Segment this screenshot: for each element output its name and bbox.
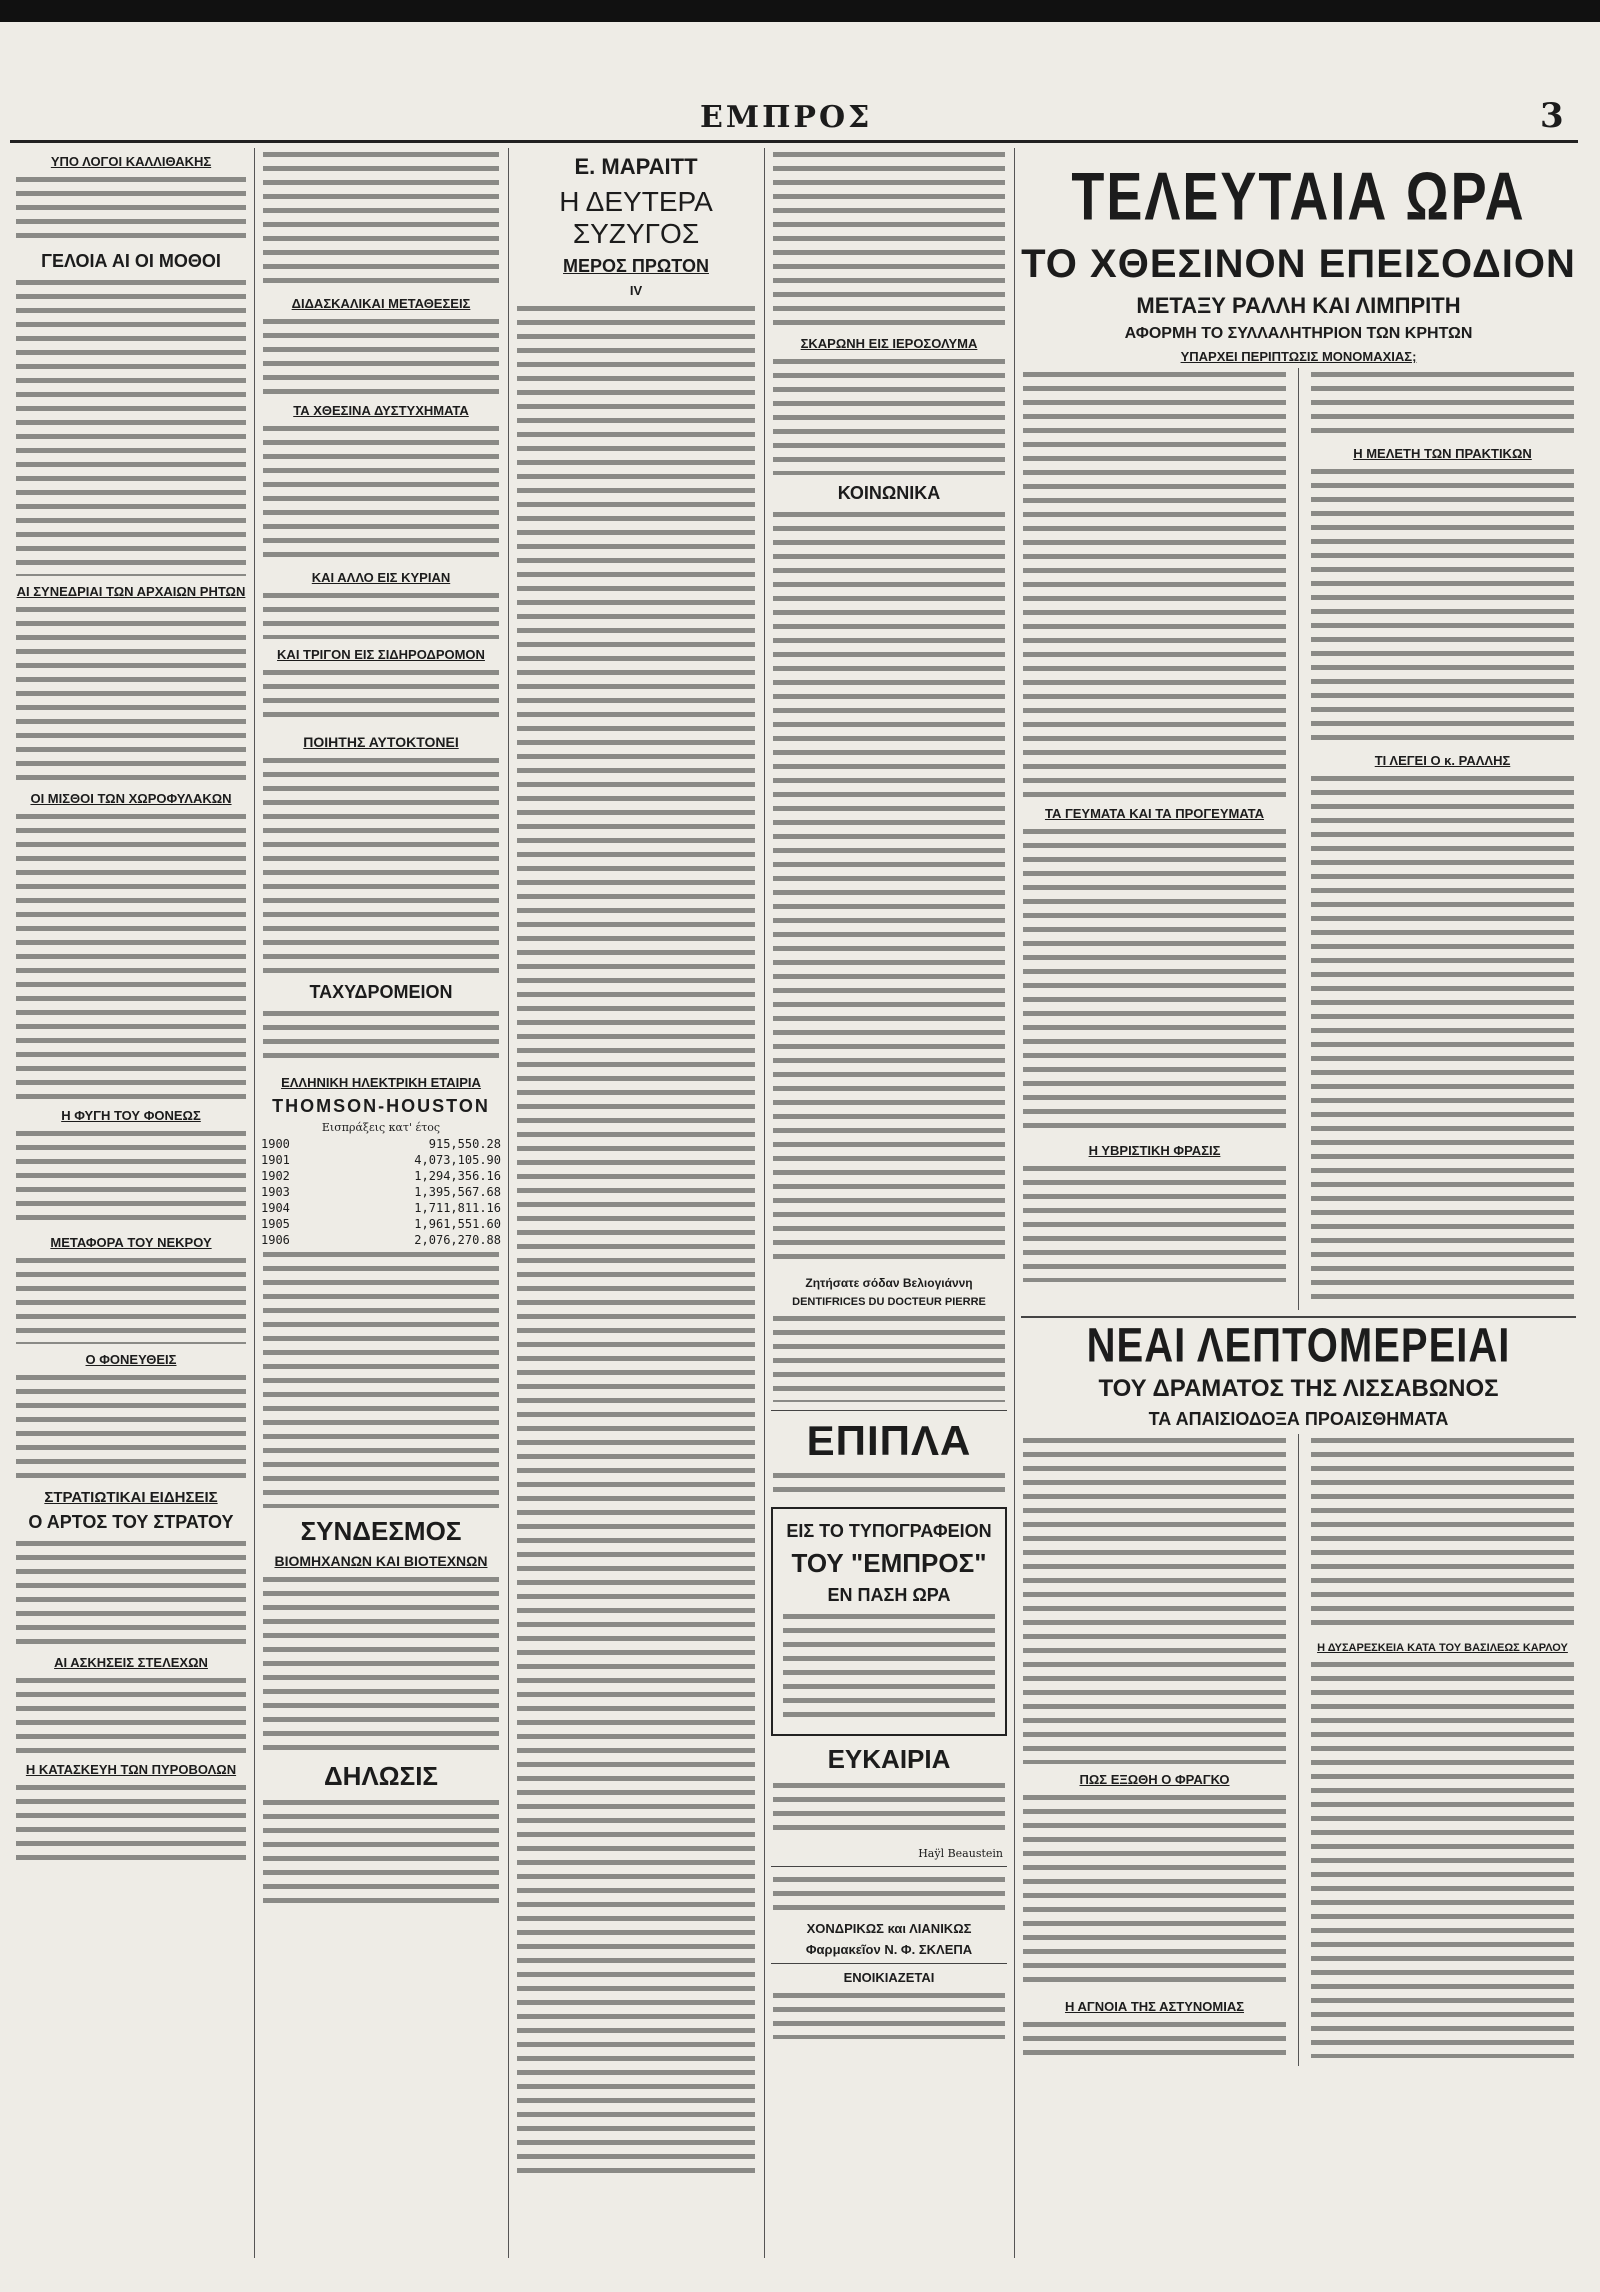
article-text xyxy=(783,1610,995,1720)
heading: ΤΑΧΥΔΡΟΜΕΙΟΝ xyxy=(309,982,453,1002)
column-rule xyxy=(1298,1434,1299,2066)
article-text xyxy=(263,422,499,562)
right-two-columns xyxy=(1017,368,1580,1310)
heading: IV xyxy=(629,283,643,298)
divider xyxy=(1021,1316,1576,1318)
column-2 xyxy=(257,148,505,2258)
heading: ΠΩΣ ΕΞΩΘΗ Ο ΦΡΑΓΚΟ xyxy=(1079,1772,1230,1787)
heading: ΤΑ ΓΕΥΜΑΤΑ ΚΑΙ ΤΑ ΠΡΟΓΕΥΜΑΤΑ xyxy=(1044,806,1265,821)
heading: ΑΦΟΡΜΗ ΤΟ ΣΥΛΛΑΛΗΤΗΡΙΟΝ ΤΩΝ ΚΡΗΤΩΝ xyxy=(1124,325,1473,342)
table-title: Εισπράξεις κατ' έτος xyxy=(321,1121,441,1134)
article-text xyxy=(16,1254,246,1344)
article-text xyxy=(263,666,499,726)
heading: ΕΥΚΑΙΡΙΑ xyxy=(827,1744,951,1774)
ad-box xyxy=(771,1507,1007,1736)
article-text xyxy=(773,355,1005,475)
heading: Φαρμακεῖον Ν. Φ. ΣΚΛΕΠΑ xyxy=(805,1942,973,1957)
heading: Ζητήσατε σόδαν Βελιογιάννη xyxy=(805,1276,973,1290)
heading: Η ΔΕΥΤΕΡΑ ΣΥΖΥΓΟΣ xyxy=(559,186,713,249)
heading: ΔΗΛΩΣΙΣ xyxy=(323,1761,439,1791)
article-text xyxy=(16,276,246,576)
heading: ΟΙ ΜΙΣΘΟΙ ΤΩΝ ΧΩΡΟΦΥΛΑΚΩΝ xyxy=(30,791,232,806)
heading: ΧΟΝΔΡΙΚΩΣ και ΛΙΑΝΙΚΩΣ xyxy=(806,1921,972,1936)
article-text xyxy=(773,1312,1005,1402)
article-text xyxy=(16,173,246,243)
article-text xyxy=(1311,1658,1574,2058)
heading: ΣΚΑΡΩΝΗ ΕΙΣ ΙΕΡΟΣΟΛΥΜΑ xyxy=(800,336,978,351)
heading: ΔΙΔΑΣΚΑΛΙΚΑΙ ΜΕΤΑΘΕΣΕΙΣ xyxy=(291,296,471,311)
heading: ΓΕΛΟΙΑ ΑΙ ΟΙ ΜΟΘΟΙ xyxy=(41,251,221,271)
headline: ΝΕΑΙ ΛΕΠΤΟΜΕΡΕΙΑΙ xyxy=(1086,1319,1511,1373)
heading: ΕΛΛΗΝΙΚΗ ΗΛΕΚΤΡΙΚΗ ΕΤΑΙΡΙΑ xyxy=(281,1075,481,1090)
heading: Η ΑΓΝΟΙΑ ΤΗΣ ΑΣΤΥΝΟΜΙΑΣ xyxy=(1064,1999,1245,2014)
article-text xyxy=(1023,825,1286,1135)
heading: ΑΙ ΣΥΝΕΔΡΙΑΙ ΤΩΝ ΑΡΧΑΙΩΝ ΡΗΤΩΝ xyxy=(16,584,246,599)
heading: ΑΙ ΑΣΚΗΣΕΙΣ ΣΤΕΛΕΧΩΝ xyxy=(54,1655,208,1670)
article-text xyxy=(16,1371,246,1481)
divider xyxy=(771,1410,1007,1411)
table-row: 1905 1,961,551.60 xyxy=(261,1217,501,1231)
article-text xyxy=(1311,1434,1574,1634)
table-row: 1902 1,294,356.16 xyxy=(261,1169,501,1183)
article-text xyxy=(16,1674,246,1754)
masthead xyxy=(0,96,1600,144)
article-text xyxy=(16,1781,246,1861)
heading: ΣΤΡΑΤΙΩΤΙΚΑΙ ΕΙΔΗΣΕΙΣ xyxy=(44,1489,218,1506)
heading: Ο ΑΡΤΟΣ ΤΟΥ ΣΤΡΑΤΟΥ xyxy=(28,1512,234,1532)
right-two-columns xyxy=(1017,1434,1580,2066)
column-rule xyxy=(1014,148,1015,2258)
scan-top-border xyxy=(0,0,1600,22)
right-column-b xyxy=(1305,1434,1580,2066)
headline: ΤΟΥ ΔΡΑΜΑΤΟΣ ΤΗΣ ΛΙΣΣΑΒΩΝΟΣ xyxy=(1098,1375,1499,1402)
heading: THOMSON-HOUSTON xyxy=(272,1096,490,1116)
table-row: 1903 1,395,567.68 xyxy=(261,1185,501,1199)
article-text xyxy=(1023,2018,1286,2058)
article-text xyxy=(773,1873,1005,1913)
heading: Η ΔΥΣΑΡΕΣΚΕΙΑ ΚΑΤΑ ΤΟΥ ΒΑΣΙΛΕΩΣ ΚΑΡΛΟΥ xyxy=(1317,1642,1568,1654)
article-text xyxy=(773,1989,1005,2039)
heading: ΤΟΥ "ΕΜΠΡΟΣ" xyxy=(791,1548,987,1578)
masthead-rule xyxy=(10,140,1578,143)
heading: ΒΙΟΜΗΧΑΝΩΝ ΚΑΙ ΒΙΟΤΕΧΝΩΝ xyxy=(274,1553,488,1569)
article-text xyxy=(263,1573,499,1753)
article-text xyxy=(1023,368,1286,798)
signature: Haÿl Beaustein xyxy=(918,1847,1003,1860)
article-text xyxy=(263,148,499,288)
column-rule xyxy=(764,148,765,2258)
article-text xyxy=(773,148,1005,328)
heading: ΕΙΣ ΤΟ ΤΥΠΟΓΡΑΦΕΙΟΝ xyxy=(786,1521,992,1541)
heading: DENTIFRICES DU DOCTEUR PIERRE xyxy=(792,1296,986,1308)
heading: Η ΚΑΤΑΣΚΕΥΗ ΤΩΝ ΠΥΡΟΒΟΛΩΝ xyxy=(25,1762,237,1777)
heading: ΤΑ ΑΠΑΙΣΙΟΔΟΞΑ ΠΡΟΑΙΣΘΗΜΑΤΑ xyxy=(1148,1409,1449,1429)
article-text xyxy=(16,810,246,1100)
heading: ΚΑΙ ΤΡΙΓΟΝ ΕΙΣ ΣΙΔΗΡΟΔΡΟΜΟΝ xyxy=(277,647,485,662)
heading: Η ΥΒΡΙΣΤΙΚΗ ΦΡΑΣΙΣ xyxy=(1088,1143,1221,1158)
newspaper-title: ΕΜΠΡΟΣ xyxy=(700,100,873,135)
headline: ΤΟ ΧΘΕΣΙΝΟΝ ΕΠΕΙΣΟΔΙΟΝ xyxy=(1021,242,1576,286)
heading: Η ΜΕΛΕΤΗ ΤΩΝ ΠΡΑΚΤΙΚΩΝ xyxy=(1353,446,1532,461)
article-text xyxy=(1023,1791,1286,1991)
article-text xyxy=(1023,1162,1286,1282)
right-column-a xyxy=(1017,1434,1292,2066)
article-text xyxy=(263,754,499,974)
article-text xyxy=(773,1469,1005,1499)
article-text xyxy=(517,302,755,2182)
article-text xyxy=(16,603,246,783)
divider xyxy=(771,1963,1007,1964)
article-text xyxy=(263,589,499,639)
article-text xyxy=(1023,1434,1286,1764)
heading: ΕΝ ΠΑΣΗ ΩΡΑ xyxy=(827,1585,951,1605)
heading: ΠΟΙΗΤΗΣ ΑΥΤΟΚΤΟΝΕΙ xyxy=(303,734,459,750)
right-column-b xyxy=(1305,368,1580,1310)
heading: ΕΠΙΠΛΑ xyxy=(806,1417,972,1464)
headline: ΤΕΛΕΥΤΑΙΑ ΩΡΑ xyxy=(1071,159,1526,235)
table-row: 1906 2,076,270.88 xyxy=(261,1233,501,1247)
column-3 xyxy=(511,148,761,2258)
right-column-a xyxy=(1017,368,1292,1310)
heading: ΜΕΡΟΣ ΠΡΩΤΟΝ xyxy=(563,256,709,276)
heading: Η ΦΥΓΗ ΤΟΥ ΦΟΝΕΩΣ xyxy=(61,1108,201,1123)
article-text xyxy=(263,1248,499,1508)
heading: ΤΙ ΛΕΓΕΙ Ο κ. ΡΑΛΛΗΣ xyxy=(1374,753,1511,768)
right-section xyxy=(1017,148,1580,2258)
column-4 xyxy=(767,148,1011,2258)
heading: ΜΕΤΑΞΥ ΡΑΛΛΗ ΚΑΙ ΛΙΜΠΡΙΤΗ xyxy=(1136,293,1461,318)
heading: Ο ΦΟΝΕΥΘΕΙΣ xyxy=(85,1352,177,1367)
column-rule xyxy=(254,148,255,2258)
table-row: 1901 4,073,105.90 xyxy=(261,1153,501,1167)
page-number: 3 xyxy=(1540,96,1564,136)
heading: ΚΑΙ ΑΛΛΟ ΕΙΣ ΚΥΡΙΑΝ xyxy=(311,570,451,585)
article-text xyxy=(16,1127,246,1227)
table-row: 1900 915,550.28 xyxy=(261,1137,501,1151)
divider xyxy=(771,1866,1007,1867)
revenue-table xyxy=(257,1136,505,1248)
article-text xyxy=(263,1796,499,1906)
article-text xyxy=(263,315,499,395)
column-rule xyxy=(508,148,509,2258)
article-text xyxy=(263,1007,499,1067)
article-text xyxy=(16,1537,246,1647)
column-rule xyxy=(1298,368,1299,1310)
article-text xyxy=(1311,465,1574,745)
heading: ΚΟΙΝΩΝΙΚΑ xyxy=(837,483,941,503)
heading: ΤΑ ΧΘΕΣΙΝΑ ΔΥΣΤΥΧΗΜΑΤΑ xyxy=(293,403,469,418)
heading: ΕΝΟΙΚΙΑΖΕΤΑΙ xyxy=(843,1970,935,1985)
article-text xyxy=(773,508,1005,1268)
heading: ΜΕΤΑΦΟΡΑ ΤΟΥ ΝΕΚΡΟΥ xyxy=(50,1235,212,1250)
heading: ΣΥΝΔΕΣΜΟΣ xyxy=(300,1516,462,1546)
article-text xyxy=(1311,368,1574,438)
heading: ΥΠΑΡΧΕΙ ΠΕΡΙΠΤΩΣΙΣ ΜΟΝΟΜΑΧΙΑΣ; xyxy=(1180,349,1417,364)
article-text xyxy=(773,1779,1005,1839)
table-row: 1904 1,711,811.16 xyxy=(261,1201,501,1215)
article-text xyxy=(1311,772,1574,1302)
column-1 xyxy=(10,148,252,2258)
heading: Ε. ΜΑΡΑΙΤΤ xyxy=(574,154,698,179)
heading: ΥΠΟ ΛΟΓΟΙ ΚΑΛΛΙΘΑΚΗΣ xyxy=(50,154,212,169)
